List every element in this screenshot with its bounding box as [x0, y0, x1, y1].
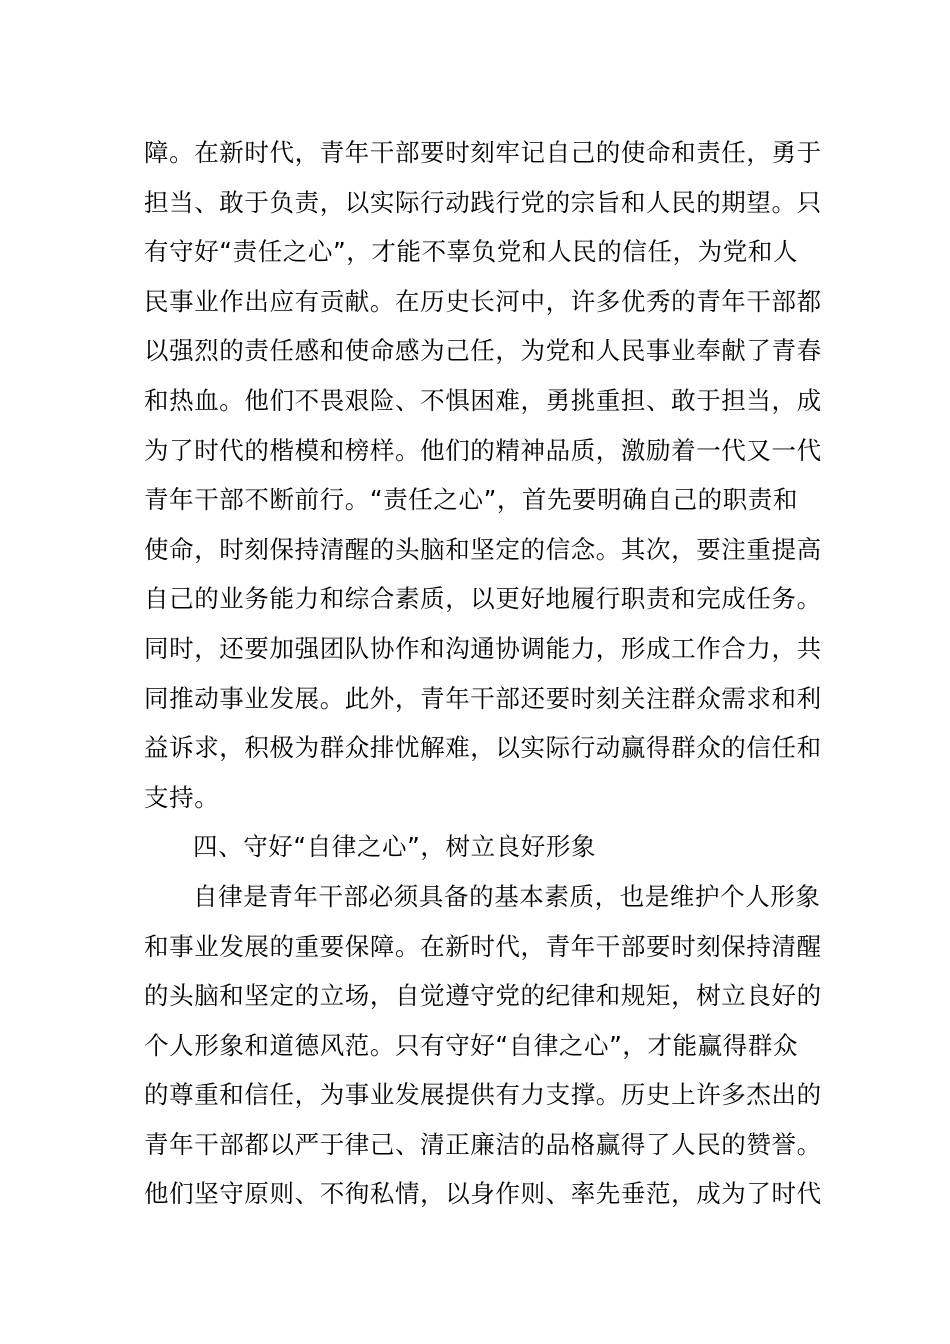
text-line: 青年干部不断前行。“责任之心”，首先要明确自己的职责和: [144, 485, 799, 515]
text-line: 他们坚守原则、不徇私情，以身作则、率先垂范，成为了时代: [144, 1179, 822, 1209]
text-line: 支持。: [144, 782, 220, 812]
section-heading: 四、守好“自律之心”，树立良好形象: [193, 832, 597, 862]
text-line: 益诉求，积极为群众排忧解难，以实际行动赢得群众的信任和: [144, 733, 822, 763]
text-line: 个人形象和道德风范。只有守好“自律之心”，才能赢得群众: [144, 1030, 799, 1060]
text-line: 有守好“责任之心”，才能不辜负党和人民的信任，为党和人: [144, 237, 799, 267]
body-text: [144, 128, 822, 1219]
text-line: 以强烈的责任感和使命感为己任，为党和人民事业奉献了青春: [144, 336, 822, 366]
text-line: 同时，还要加强团队协作和沟通协调能力，形成工作合力，共: [144, 633, 822, 663]
text-line: 担当、敢于负责，以实际行动践行党的宗旨和人民的期望。只: [144, 187, 822, 217]
text-line: 的尊重和信任，为事业发展提供有力支撑。历史上许多杰出的: [144, 1080, 822, 1110]
text-line: 和热血。他们不畏艰险、不惧困难，勇挑重担、敢于担当，成: [144, 385, 822, 415]
text-line: 青年干部都以严于律己、清正廉洁的品格赢得了人民的赞誉。: [144, 1129, 822, 1159]
text-line: 使命，时刻保持清醒的头脑和坚定的信念。其次，要注重提高: [144, 534, 822, 564]
text-line: 同推动事业发展。此外，青年干部还要时刻关注群众需求和利: [144, 683, 822, 713]
text-line: 自己的业务能力和综合素质，以更好地履行职责和完成任务。: [144, 584, 822, 614]
paragraph-first-line: 自律是青年干部必须具备的基本素质，也是维护个人形象: [193, 881, 821, 911]
text-line: 民事业作出应有贡献。在历史长河中，许多优秀的青年干部都: [144, 286, 822, 316]
text-line: 为了时代的楷模和榜样。他们的精神品质，激励着一代又一代: [144, 435, 822, 465]
text-line: 的头脑和坚定的立场，自觉遵守党的纪律和规矩，树立良好的: [144, 981, 822, 1011]
text-line: 和事业发展的重要保障。在新时代，青年干部要时刻保持清醒: [144, 931, 822, 961]
text-line: 障。在新时代，青年干部要时刻牢记自己的使命和责任，勇于: [144, 138, 822, 167]
